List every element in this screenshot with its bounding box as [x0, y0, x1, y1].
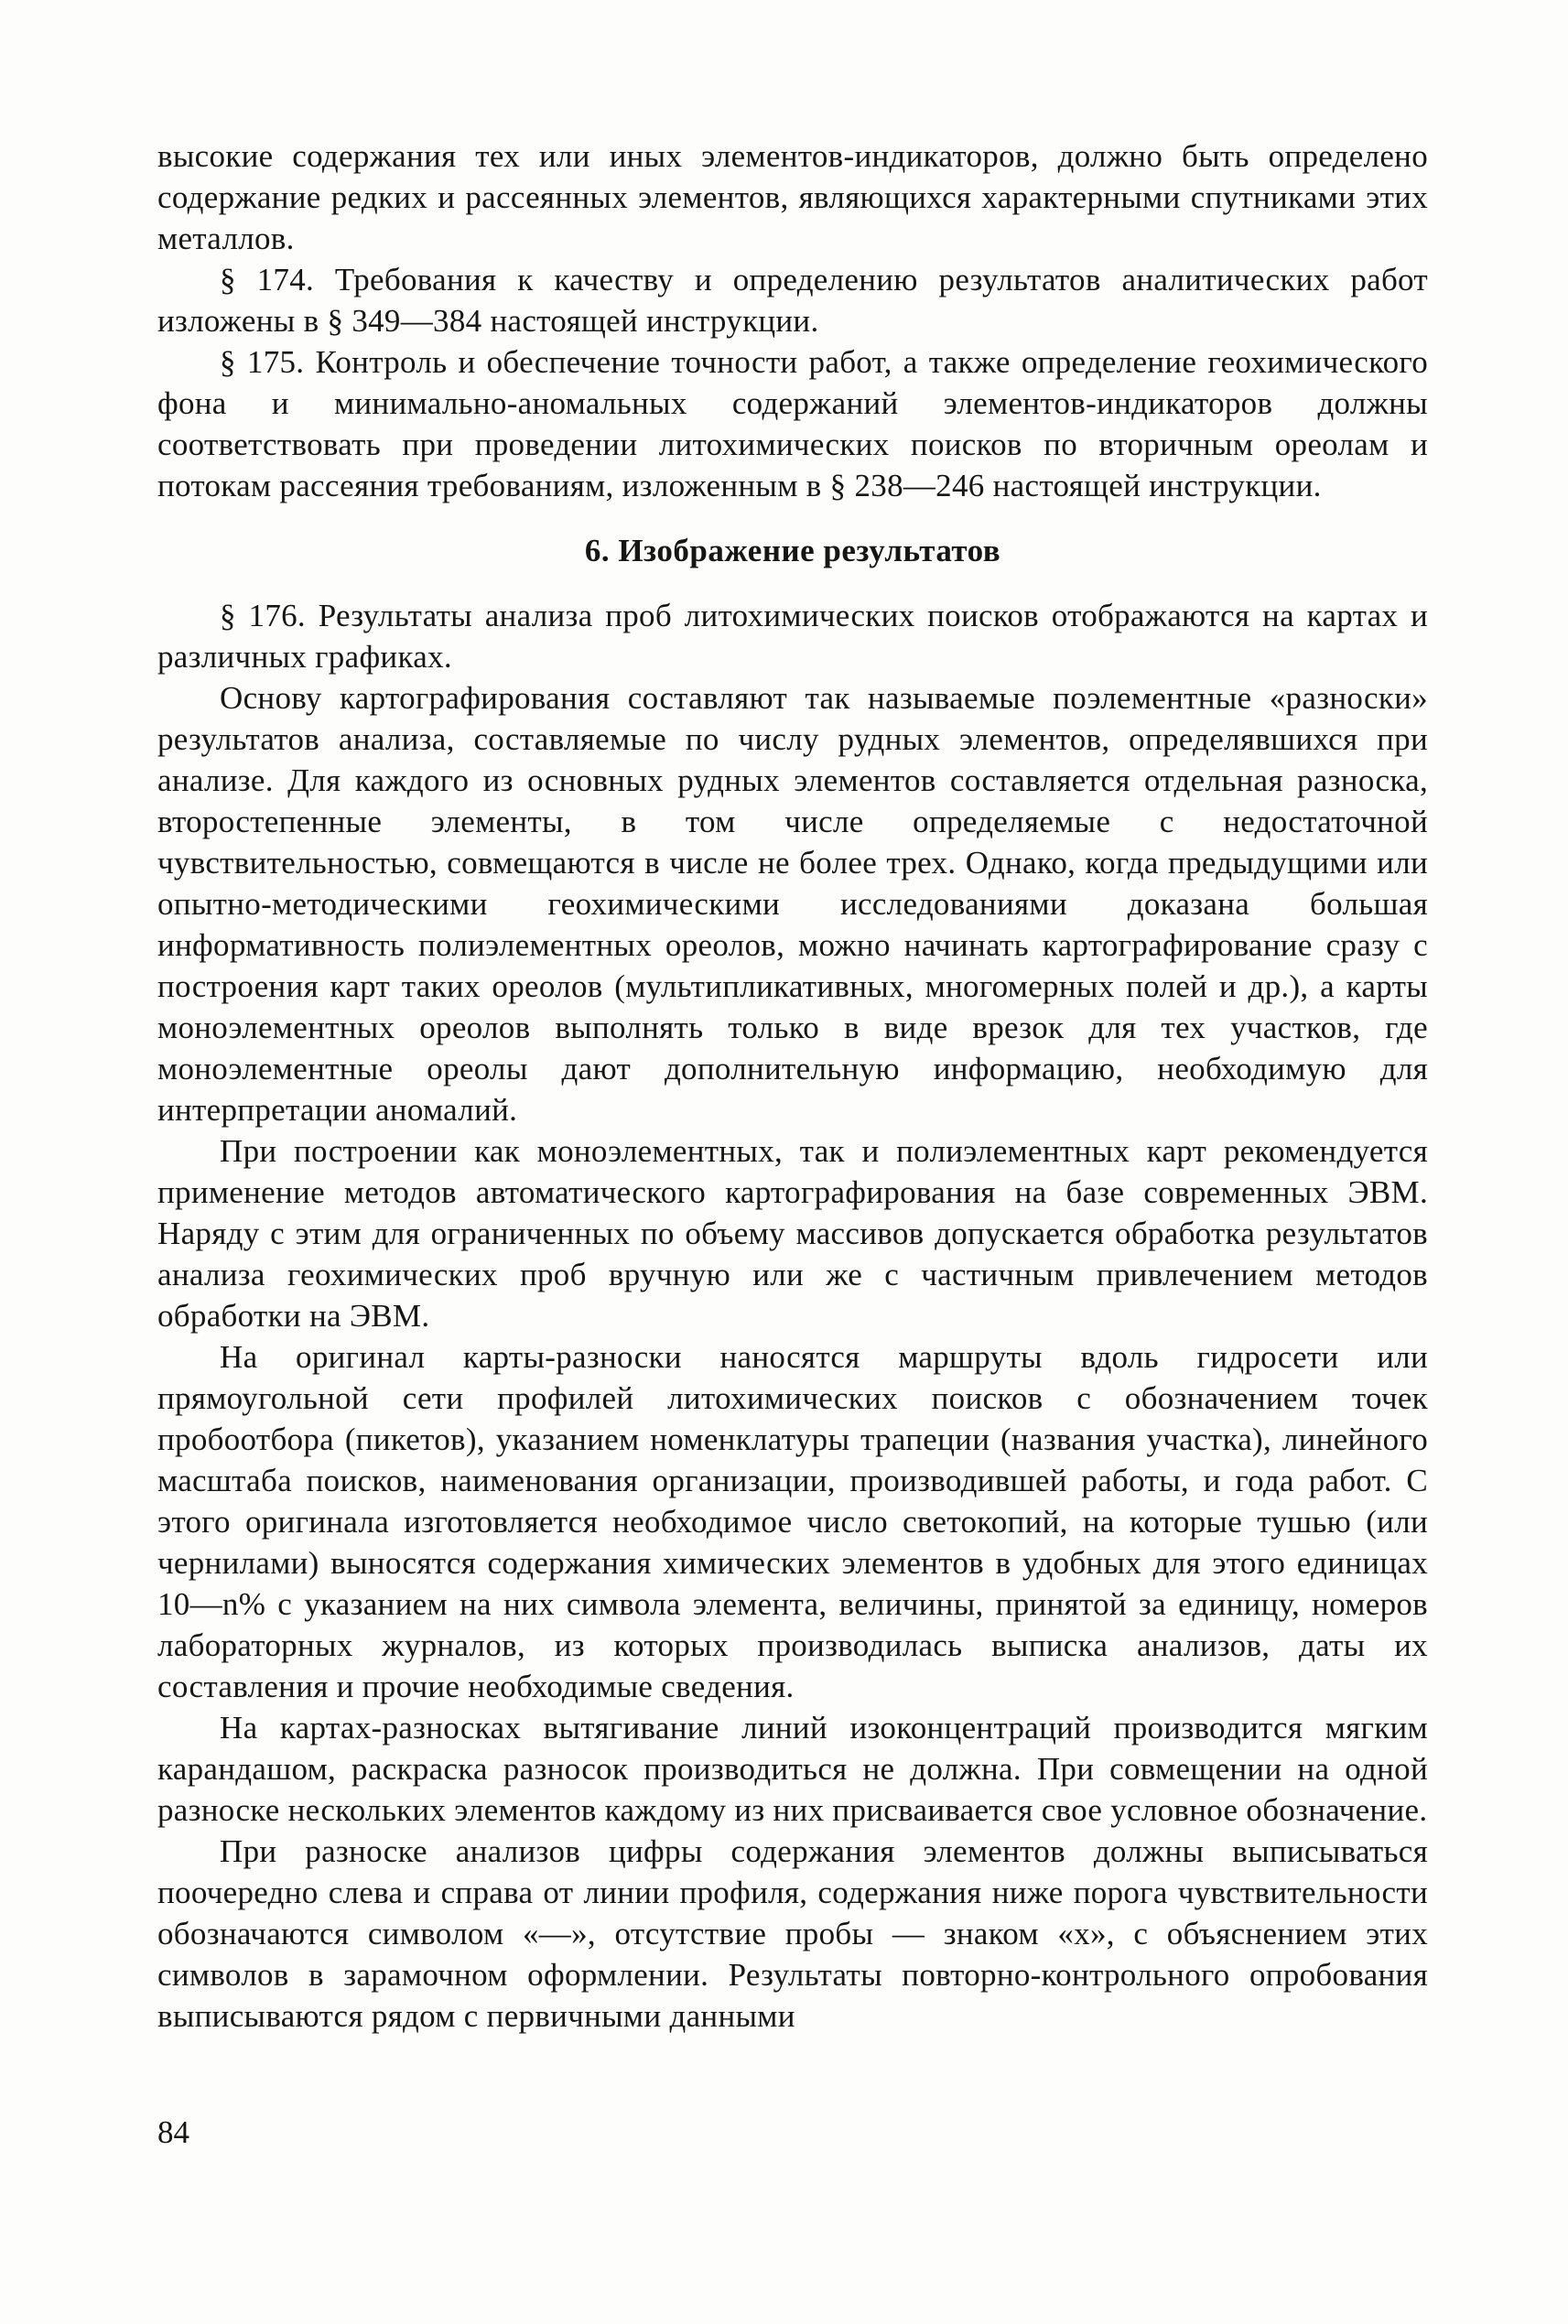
- paragraph-cartography-basis: Основу картографирования составляют так называемые поэлементные «разноски» результатов анализа, составляемые по числу рудных элементов, определявшихся при анализе. Для каждого из основных рудных элементов составляется отдельная разноска, второстепенные элементы, в том числе определяемые с недостаточной чувствительностью, совмещаются в числе не более трех. Однако, когда предыдущими или опытно-методическими геохимическими исследованиями доказана большая информативность полиэлементных ореолов, можно начинать картографирование сразу с построения карт таких ореолов (мультипликативных, многомерных полей и др.), а карты моноэлементных ореолов выполнять только в виде врезок для тех участков, где моноэлементные ореолы дают дополнительную информацию, необходимую для интерпретации аномалий.: [157, 680, 1428, 1128]
- paragraph-174: § 174. Требования к качеству и определению результатов аналитических работ изложены в § 349—384 настоящей инструкции.: [157, 262, 1428, 339]
- paragraph-isoconcentration: На картах-разносках вытягивание линий изоконцентраций производится мягким карандашом, раскраска разносок производиться не должна. При совмещении на одной разноске нескольких элементов каждому из них присваивается свое условное обозначение.: [157, 1710, 1428, 1828]
- paragraph-continuation: высокие содержания тех или иных элементов-индикаторов, должно быть определено содержание редких и рассеянных элементов, являющихся характерными спутниками этих металлов.: [157, 138, 1428, 256]
- paragraph-176: § 176. Результаты анализа проб литохимических поисков отображаются на картах и различных графиках.: [157, 598, 1428, 675]
- paragraph-analysis-entry: При разноске анализов цифры содержания элементов должны выписываться поочередно слева и справа от линии профиля, содержания ниже порога чувствительности обозначаются символом «—», отсутствие пробы — знаком «х», с объяснением этих символов в зарамочном оформлении. Результаты повторно-контрольного опробования выписываются рядом с первичными данными: [157, 1833, 1428, 2034]
- paragraph-original-map: На оригинал карты-разноски наносятся маршруты вдоль гидросети или прямоугольной сети профилей литохимических поисков с обозначением точек пробоотбора (пикетов), указанием номенклатуры трапеции (названия участка), линейного масштаба поисков, наименования организации, производившей работы, и года работ. С этого оригинала изготовляется необходимое число светокопий, на которые тушью (или чернилами) выносятся содержания химических элементов в удобных для этого единицах 10—n% с указанием на них символа элемента, величины, принятой за единицу, номеров лабораторных журналов, из которых производилась выписка анализов, даты их составления и прочие необходимые сведения.: [157, 1339, 1428, 1704]
- body-text: [157, 135, 1428, 2037]
- section-heading: 6. Изображение результатов: [584, 533, 1001, 568]
- paragraph-175: § 175. Контроль и обеспечение точности работ, а также определение геохимического фона и минимально-аномальных содержаний элементов-индикаторов должны соответствовать при проведении литохимических поисков по вторичным ореолам и потокам рассеяния требованиям, изложенным в § 238—246 настоящей инструкции.: [157, 344, 1428, 503]
- page-number: 84: [157, 2114, 189, 2150]
- paragraph-automatic-mapping: При построении как моноэлементных, так и полиэлементных карт рекомендуется применение методов автоматического картографирования на базе современных ЭВМ. Наряду с этим для ограниченных по объему массивов допускается обработка результатов анализа геохимических проб вручную или же с частичным привлечением методов обработки на ЭВМ.: [157, 1133, 1428, 1334]
